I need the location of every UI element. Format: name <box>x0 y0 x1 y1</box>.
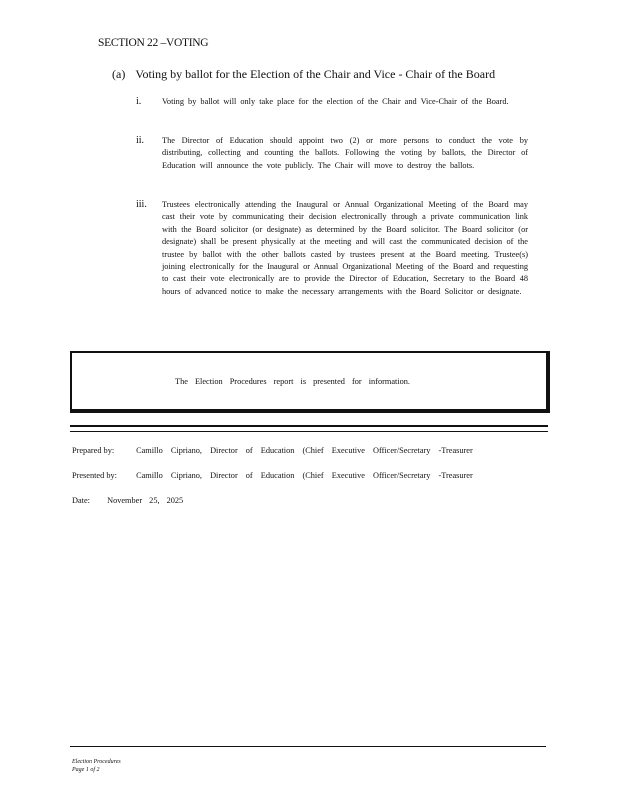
notice-box <box>70 351 550 413</box>
section-title: SECTION 22 –VOTING <box>98 37 209 49</box>
footer-page-number: Page 1 of 2 <box>72 767 100 773</box>
double-divider <box>70 425 548 432</box>
item-text: The Director of Education should appoint two (2) or more persons to conduct the vote by distributing, collecting and counting the ballots. Following the voting by ballots, the Director of Education will announce the vote publicly. The Chair will move to destroy the ballots. <box>162 136 528 170</box>
date-label: Date: <box>72 496 90 505</box>
item-numeral: i. <box>136 96 142 107</box>
item-numeral: iii. <box>136 199 147 210</box>
prepared-by-value: Camillo Cipriano, Director of Education (Chief Executive Officer/Secretary -Treasurer <box>136 446 473 455</box>
item-text: Voting by ballot will only take place for the election of the Chair and Vice-Chair of the Board. <box>162 97 509 106</box>
date-value: November 25, 2025 <box>107 496 184 505</box>
presented-by-line <box>72 471 473 480</box>
date-line <box>72 496 183 505</box>
notice-text: The Election Procedures report is presented for information. <box>175 377 410 386</box>
subsection-title: Voting by ballot for the Election of the Chair and Vice - Chair of the Board <box>135 67 496 81</box>
footer-doc-title: Election Procedures <box>72 759 121 765</box>
list-item <box>136 135 528 172</box>
prepared-by-label: Prepared by: <box>72 446 115 455</box>
presented-by-value: Camillo Cipriano, Director of Education (Chief Executive Officer/Secretary -Treasurer <box>136 471 473 480</box>
footer-divider <box>70 746 546 747</box>
subsection-marker: (a) <box>112 67 126 81</box>
item-numeral: ii. <box>136 135 145 146</box>
prepared-by-line <box>72 446 473 455</box>
list-item <box>136 199 528 298</box>
subsection-heading <box>112 67 495 82</box>
item-text: Trustees electronically attending the Inaugural or Annual Organizational Meeting of the Board may cast their vote by communicating their decision electronically through a private communication link with the Board solicitor (or designate) as determined by the Board solicitor. The Board solicitor (or designate) shall be present physically at the meeting and will cast the communicated decision of the trustee by ballot with the other ballots casted by trustees present at the Board meeting. Trustee(s) joining electronically for the Inaugural or Annual Organizational Meeting of the Board and requesting to cast their vote electronically are to provide the Director of Education, Secretary to the Board 48 hours of advanced notice to make the necessary arrangements with the Board Solicitor or designate. <box>162 200 528 296</box>
presented-by-label: Presented by: <box>72 471 117 480</box>
list-item <box>136 96 528 108</box>
